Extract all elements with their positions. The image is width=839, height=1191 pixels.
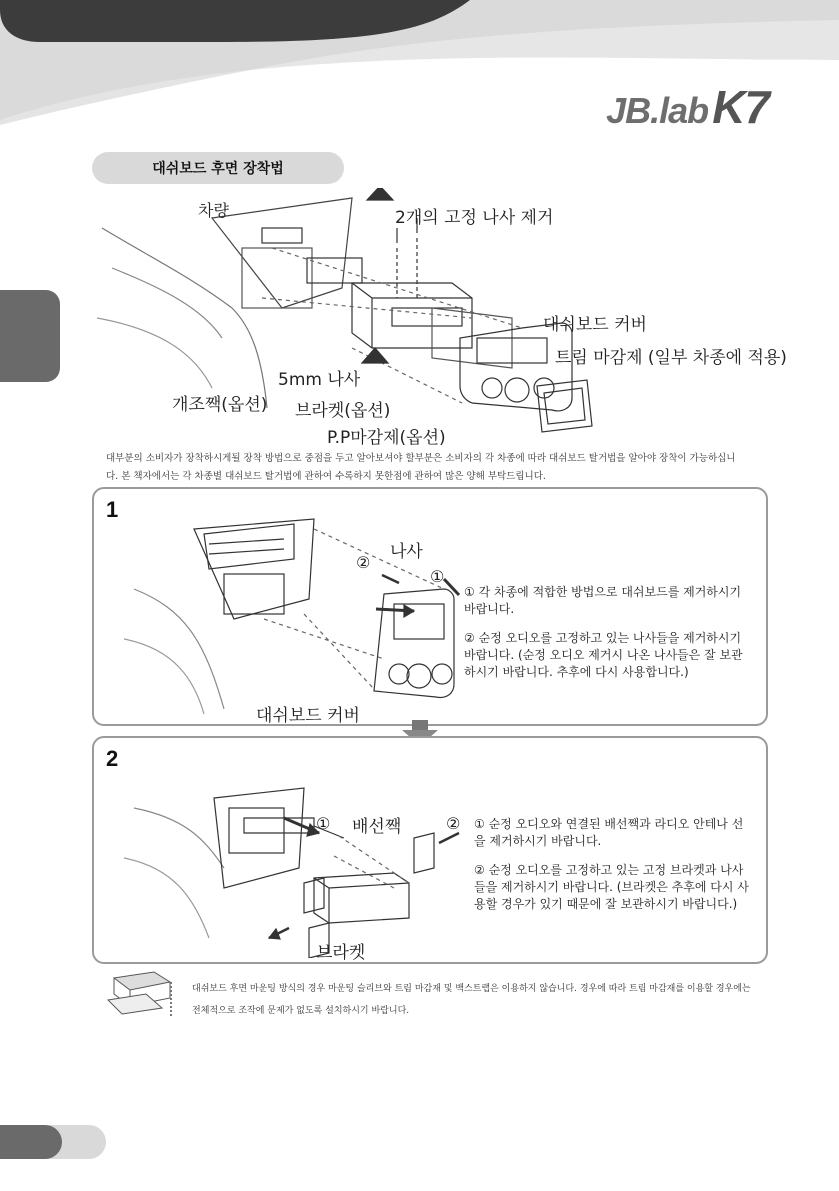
brand-model: K7 <box>712 81 769 133</box>
step-number: 2 <box>106 746 119 771</box>
label-vehicle: 차량 <box>198 201 229 220</box>
step-number: 1 <box>106 497 119 522</box>
step-1-instruction-2: ② 순정 오디오를 고정하고 있는 나사들을 제거하시기 바랍니다. (순정 오디오 제거시 나온 나사들은 잘 보관하시기 바랍니다. 추후에 다시 사용합니다.) <box>464 631 743 679</box>
chapter-side-tab <box>0 290 60 382</box>
step-2-label-circle-1: ① <box>316 814 331 833</box>
step-2-label-circle-2: ② <box>446 814 461 833</box>
label-bracket: 브라켓(옵션) <box>295 401 391 421</box>
intro-paragraph: 대부분의 소비자가 장착하시게될 장착 방법으로 중점을 두고 알아보셔야 할부분은 소비자의 각 차종에 따라 대쉬보드 탈거법을 알아야 장착이 가능하십니다. 본 책자에서는 각 차종별 대쉬보드 탈거법에 관하여 수록하지 못한점에 관하여 많은 양해 부탁드립니다. <box>106 453 736 482</box>
section-title: 대쉬보드 후면 장착법 <box>92 152 344 184</box>
step-1-label-circle-1: ① <box>430 567 445 586</box>
step-2-label-harness: 배선짹 <box>352 817 402 837</box>
step-2-box <box>92 736 768 964</box>
step-1-label-circle-2: ② <box>356 553 371 572</box>
footnote-text: 대쉬보드 후면 마운팅 방식의 경우 마운팅 슬리브와 트림 마감재 및 백스트랩은 이용하지 않습니다. 경우에 따라 트림 마감재를 이용할 경우에는 전체적으로 조작에 문제가 없도록 설치하시기 바랍니다. <box>192 984 751 1016</box>
step-1-instructions <box>464 584 754 693</box>
page-tab-dark <box>0 1125 62 1159</box>
step-1-instruction-1: ① 각 차종에 적합한 방법으로 대쉬보드를 제거하시기 바랍니다. <box>464 585 742 616</box>
step-1-label-cover: 대쉬보드 커버 <box>256 706 360 726</box>
step-1-box <box>92 487 768 726</box>
step-2-diagram <box>114 778 474 958</box>
label-modify: 개조짹(옵션) <box>172 395 268 415</box>
brand-prefix: JB.lab <box>606 90 709 131</box>
label-trim: 트림 마감제 (일부 차종에 적용) <box>555 348 787 368</box>
label-warning-screws: 2개의 고정 나사 제거 <box>395 208 554 228</box>
footnote-divider <box>167 982 175 1018</box>
step-2-label-bracket: 브라켓 <box>316 943 366 963</box>
brand-logo <box>606 80 769 134</box>
step-1-label-screw: 나사 <box>390 542 423 562</box>
label-dash-cover: 대쉬보드 커버 <box>543 315 647 335</box>
step-2-instruction-2: ② 순정 오디오를 고정하고 있는 고정 브라켓과 나사들을 제거하시기 바랍니다. (브라켓은 추후에 다시 사용할 경우가 있기 때문에 잘 보관하시기 바랍니다.) <box>474 863 749 911</box>
step-2-instructions <box>474 816 754 925</box>
step-2-instruction-1: ① 순정 오디오와 연결된 배선짹과 라디오 안테나 선을 제거하시기 바랍니다. <box>474 817 744 848</box>
step-1-diagram <box>114 499 474 719</box>
label-pp: P.P마감제(옵션) <box>327 428 446 448</box>
label-screw-5mm: 5mm 나사 <box>278 370 361 390</box>
